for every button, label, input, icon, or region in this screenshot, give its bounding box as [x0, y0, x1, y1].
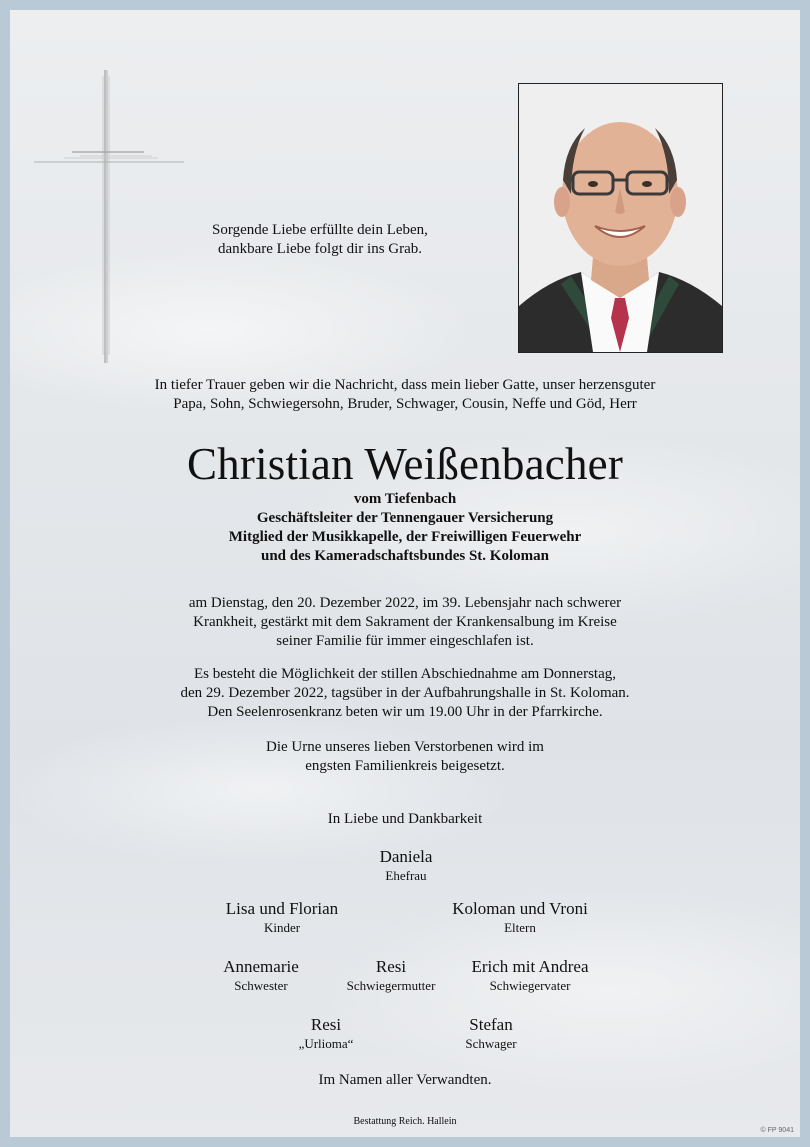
mourner-name: Lisa und Florian [225, 899, 339, 918]
mourner-name: Koloman und Vroni [452, 899, 588, 918]
mourner-role: Schwager [465, 1036, 517, 1051]
portrait-photo [518, 83, 723, 353]
mourner-role: Kinder [263, 920, 301, 935]
death-line: Krankheit, gestärkt mit dem Sakrament der Krankensalbung im Kreise [193, 614, 617, 630]
intro-text [10, 376, 800, 414]
relatives-text: Im Namen aller Verwandten. [318, 1072, 492, 1088]
mourner-name: Resi [375, 957, 407, 976]
undertaker: Bestattung Reich. Hallein [353, 1116, 457, 1127]
mourner-name: Stefan [469, 1015, 513, 1034]
mourner-role: Schwiegermutter [346, 978, 436, 993]
mourner-role: Schwester [234, 978, 288, 993]
mourner-role: Schwiegervater [489, 978, 571, 993]
deceased-role: Mitglied der Musikkapelle, der Freiwilligen Feuerwehr [228, 529, 582, 545]
motto-line: dankbare Liebe folgt dir ins Grab. [217, 241, 423, 257]
farewell-paragraph [10, 665, 800, 722]
closing-text: In Liebe und Dankbarkeit [327, 811, 483, 827]
motto-line: Sorgende Liebe erfüllte dein Leben, [212, 222, 428, 238]
urn-paragraph [10, 738, 800, 776]
farewell-line: Es besteht die Möglichkeit der stillen Abschiednahme am Donnerstag, [194, 666, 616, 682]
mourner-role: Eltern [504, 920, 536, 935]
deceased-details [10, 490, 800, 566]
urn-line: engsten Familienkreis beigesetzt. [305, 758, 505, 774]
deceased-role: Geschäftsleiter der Tennengauer Versicherung [256, 510, 554, 526]
intro-line: In tiefer Trauer geben wir die Nachricht, dass mein lieber Gatte, unser herzensguter [154, 377, 656, 393]
mourner-name: Resi [310, 1015, 342, 1034]
death-paragraph [10, 594, 800, 651]
mourner-name: Daniela [379, 847, 433, 866]
motto [180, 221, 460, 259]
mourner-name: Erich mit Andrea [471, 957, 589, 976]
death-line: am Dienstag, den 20. Dezember 2022, im 39. Lebensjahr nach schwerer [188, 595, 622, 611]
intro-line: Papa, Sohn, Schwiegersohn, Bruder, Schwager, Cousin, Neffe und Göd, Herr [173, 396, 637, 412]
death-line: seiner Familie für immer eingeschlafen ist. [276, 633, 534, 649]
mourner-role: „Urlioma“ [298, 1036, 354, 1051]
template-code: © FP 9041 [760, 1127, 794, 1134]
deceased-origin: vom Tiefenbach [353, 491, 457, 507]
deceased-name: Christian Weißenbacher [186, 439, 624, 489]
farewell-line: den 29. Dezember 2022, tagsüber in der Aufbahrungshalle in St. Koloman. [180, 685, 630, 701]
obituary-sheet [10, 10, 800, 1137]
farewell-line: Den Seelenrosenkranz beten wir um 19.00 Uhr in der Pfarrkirche. [207, 704, 603, 720]
mourner-role: Ehefrau [385, 868, 427, 883]
portrait-illustration [519, 84, 722, 352]
urn-line: Die Urne unseres lieben Verstorbenen wird im [266, 739, 544, 755]
cross-icon [34, 70, 184, 370]
mourner-name: Annemarie [223, 957, 299, 976]
deceased-role: und des Kameradschaftsbundes St. Koloman [261, 548, 549, 564]
